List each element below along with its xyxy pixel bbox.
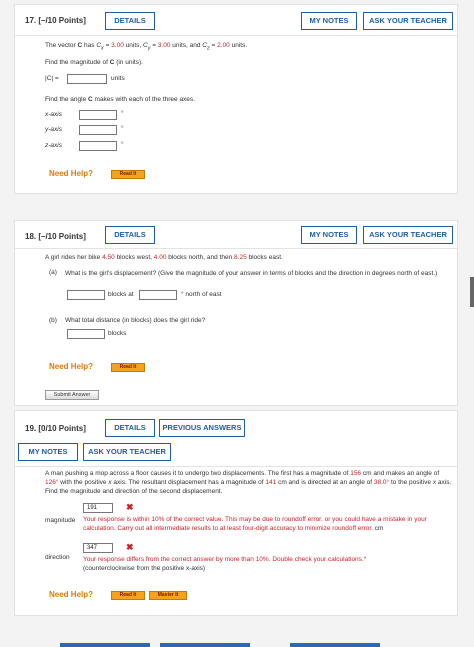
part-b-question: What total distance (in blocks) does the girl ride? — [65, 317, 206, 324]
problem-statement: A man pushing a mop across a floor causes it to undergo two displacements. The first has a magnitude of 156 cm and makes an angle of 126° with the positive x axis. The resultant displacement has a magnitude of 141 cm and is directed at an angle of 38.0° to the positive x axis. Find the magnitude and direction of the second displacement. — [45, 470, 452, 495]
master-it-button[interactable]: Master It — [149, 591, 187, 600]
details-button[interactable]: DETAILS — [105, 12, 155, 30]
blocks-at-label: blocks at — [108, 291, 134, 298]
question-19-heading: 19. [0/10 Points] — [25, 424, 86, 433]
part-a-question: What is the girl's displacement? (Give the magnitude of your answer in terms of blocks and the direction in degrees north of east.) — [65, 270, 438, 277]
read-it-button[interactable]: Read It — [111, 170, 145, 179]
part-b-label: (b) — [49, 317, 57, 324]
bottom-bar-segment — [290, 643, 380, 647]
magnitude-feedback: Your response is within 10% of the correct value. This may be due to roundoff error, or you could have a mistake in your calculation. Carry out all intermediate results to at least four-digit accuracy to minimize roundoff error. cm — [83, 516, 427, 532]
need-help-label: Need Help? — [49, 169, 94, 178]
divider — [15, 35, 457, 36]
displacement-magnitude-input[interactable] — [67, 290, 105, 300]
my-notes-button[interactable]: MY NOTES — [18, 443, 78, 461]
direction-label: direction — [45, 554, 70, 561]
blocks-label: blocks — [108, 330, 127, 337]
degree-symbol: ° — [121, 141, 124, 148]
read-it-button[interactable]: Read It — [111, 363, 145, 372]
my-notes-button[interactable]: MY NOTES — [301, 226, 357, 244]
problem-statement: The vector C has $C_x = 3.00$ units, $C_y = 3.00$ units, and $C_z = 2.00$ units. — [45, 42, 248, 52]
degree-symbol: ° — [121, 110, 124, 117]
magnitude-label: magnitude — [45, 517, 76, 524]
units-label: units — [111, 75, 125, 82]
question-18-heading: 18. [–/10 Points] — [25, 232, 86, 241]
x-mark-icon: ✖ — [126, 502, 134, 512]
x-axis-label: x-axis — [45, 111, 62, 118]
direction-answer-input[interactable]: 347 — [83, 543, 113, 553]
displacement-angle-input[interactable] — [139, 290, 177, 300]
angle-prompt: Find the angle C makes with each of the three axes. — [45, 96, 195, 103]
my-notes-button[interactable]: MY NOTES — [301, 12, 357, 30]
bottom-bar-segment — [60, 643, 150, 647]
bottom-bar-segment — [160, 643, 250, 647]
divider — [15, 466, 457, 467]
total-distance-input[interactable] — [67, 329, 105, 339]
question-19-card — [14, 410, 458, 616]
direction-note: (counterclockwise from the positive x-axis) — [83, 565, 206, 572]
submit-answer-button[interactable]: Submit Answer — [45, 390, 99, 400]
details-button[interactable]: DETAILS — [105, 226, 155, 244]
magnitude-label: |C| = — [45, 75, 59, 82]
read-it-button[interactable]: Read It — [111, 591, 145, 600]
north-of-east-label: ° north of east — [181, 291, 222, 298]
ask-teacher-button[interactable]: ASK YOUR TEACHER — [363, 12, 453, 30]
degree-symbol: ° — [121, 125, 124, 132]
details-button[interactable]: DETAILS — [105, 419, 155, 437]
problem-statement: A girl rides her bike 4.50 blocks west, 4.00 blocks north, and then 8.25 blocks east. — [45, 254, 283, 261]
ask-teacher-button[interactable]: ASK YOUR TEACHER — [83, 443, 171, 461]
z-axis-label: z-axis — [45, 142, 62, 149]
x-axis-angle-input[interactable] — [79, 110, 117, 120]
need-help-label: Need Help? — [49, 362, 94, 371]
scrollbar-thumb[interactable] — [470, 277, 474, 307]
y-axis-angle-input[interactable] — [79, 125, 117, 135]
need-help-label: Need Help? — [49, 590, 94, 599]
divider — [15, 248, 457, 249]
question-17-card — [14, 4, 458, 194]
magnitude-prompt: Find the magnitude of C (in units). — [45, 59, 143, 66]
question-18-card — [14, 220, 458, 406]
ask-teacher-button[interactable]: ASK YOUR TEACHER — [363, 226, 453, 244]
previous-answers-button[interactable]: PREVIOUS ANSWERS — [159, 419, 245, 437]
magnitude-input[interactable] — [67, 74, 107, 84]
part-a-label: (a) — [49, 269, 57, 276]
z-axis-angle-input[interactable] — [79, 141, 117, 151]
y-axis-label: y-axis — [45, 126, 62, 133]
x-mark-icon: ✖ — [126, 542, 134, 552]
direction-feedback: Your response differs from the correct answer by more than 10%. Double check your calculations.° — [83, 556, 367, 563]
question-17-heading: 17. [–/10 Points] — [25, 16, 86, 25]
magnitude-answer-input[interactable]: 191 — [83, 503, 113, 513]
